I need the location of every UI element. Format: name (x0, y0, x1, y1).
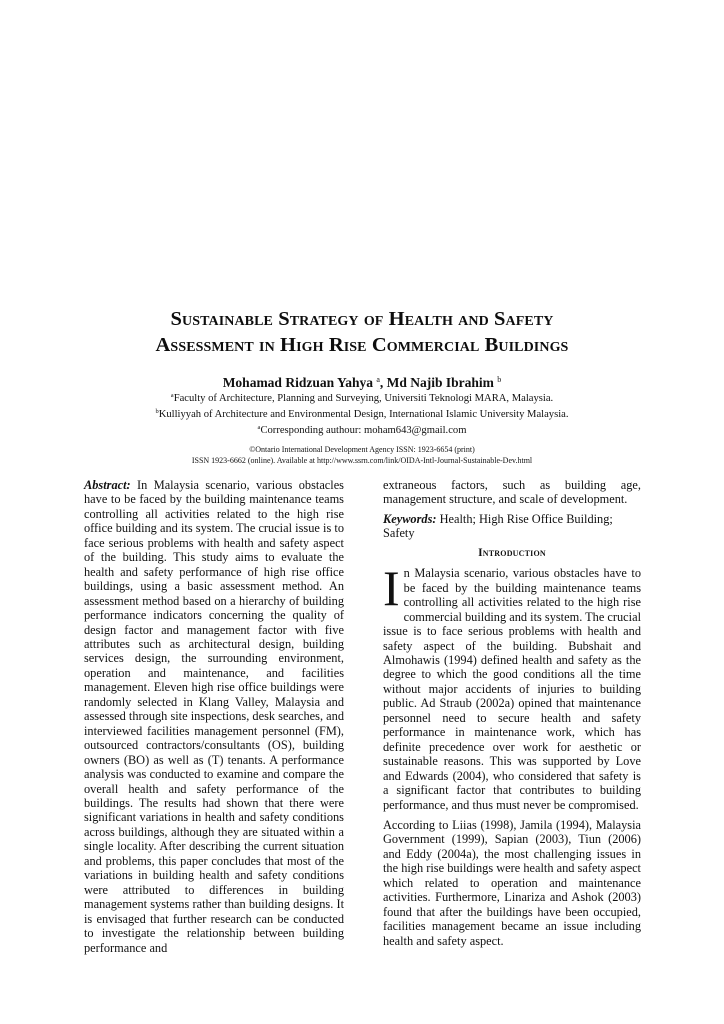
affiliations (0, 389, 724, 437)
keywords (383, 512, 641, 541)
affiliation-item (0, 405, 724, 421)
affiliation-mark: a (170, 392, 174, 399)
publication-info (0, 444, 724, 466)
abstract-label: Abstract: (84, 478, 131, 492)
title-line-1: Sustainable Strategy of Health and Safety (170, 308, 554, 330)
author-affiliation-mark: b (497, 375, 502, 384)
drop-cap: I (383, 560, 400, 617)
publication-line-1: ©Ontario International Development Agency ISSN: 1923-6654 (print) (249, 445, 475, 454)
introduction-paragraph-1-text: n Malaysia scenario, various obstacles have to be faced by the building maintenance teams controlling all activities related to the high rise commercial building and its system. The crucial issue is to face serious problems with health and safety aspect of the building. Bubshait and Almohawis (1994) defined health and safety as the degree to which the good conditions all the time without major accidents of injuries to building public. Ad Straub (2002a) opined that maintenance personnel need to secure health and safety performance in maintenance work, which has definite precedence over work for aesthetic or sustainable reasons. This was supported by Love and Edwards (2004), who considered that safety is a significant factor that contributes to building performance, and thus must never be compromised. (383, 566, 641, 812)
author-name: Mohamad Ridzuan Yahya (222, 375, 373, 390)
author-separator: , (379, 375, 387, 390)
corresponding-author-text: Corresponding authour: moham643@gmail.com (260, 425, 467, 436)
author-name: Md Najib Ibrahim (386, 375, 494, 390)
author-affiliation-mark: a (376, 375, 380, 384)
keywords-label: Keywords: (383, 511, 437, 526)
introduction-paragraph-2: According to Liias (1998), Jamila (1994), Malaysia Government (1999), Sapian (2003), Tiun (2006) and Eddy (2004a), the most challenging issues in the high rise buildings were health and safety aspect which related to operation and maintenance activities. Furthermore, Linariza and Ashok (2003) found that after the buildings have been occupied, facilities management became an issue including health and safety aspect. (383, 817, 641, 948)
affiliation-text: Kulliyyah of Architecture and Environmental Design, International Islamic University Malaysia. (158, 409, 569, 420)
affiliation-text: Faculty of Architecture, Planning and Surveying, Universiti Teknologi MARA, Malaysia. (173, 393, 554, 404)
abstract-text: In Malaysia scenario, various obstacles have to be faced by the building maintenance teams controlling all activities related to the high rise office building and its system. The crucial issue is to face serious problems with health and safety aspect of the building. This study aims to evaluate the health and safety performance of high rise office buildings, using a basic assessment method. An assessment method based on a hierarchy of building performance indicators concerning the quality of design factor and management factor with five attributes such as architectural design, building services design, the surrounding environment, operation and maintenance, and facilities management. Eleven high rise office buildings were randomly selected in Klang Valley, Malaysia and assessed through site inspections, desk searches, and interviewed facilities management personnel (FM), outsourced contractors/consultants (OS), building owners (BO) as well as (T) tenants. A performance analysis was conducted to examine and compare the overall health and safety performance of the buildings. The results had shown that there were significant variations in health and safety conditions across buildings, although they are situated within a single locality. After describing the current situation and problems, this paper concludes that most of the variations in building health and safety conditions were attributed to differences in building management systems rather than building designs. It is envisaged that further research can be conducted to investigate the relationship between building performance and (84, 478, 344, 955)
keywords-text: Health; High Rise Office Building; Safety (383, 511, 613, 541)
publication-line-2: ISSN 1923-6662 (online). Available at http://www.ssrn.com/link/OIDA-Intl-Journal-Sustainable-Dev.html (191, 456, 533, 465)
left-column (84, 478, 344, 955)
introduction-paragraph-1 (383, 560, 641, 812)
corresponding-author (0, 421, 724, 437)
abstract (84, 478, 344, 955)
paper-title (0, 306, 724, 358)
affiliation-item (0, 389, 724, 405)
section-heading-introduction: Introduction (478, 546, 546, 559)
affiliation-mark: b (155, 408, 159, 415)
right-column (383, 478, 641, 948)
title-line-2: Assessment in High Rise Commercial Buildings (155, 334, 569, 356)
affiliation-mark: a (257, 424, 261, 431)
abstract-continuation: extraneous factors, such as building age, management structure, and scale of development. (383, 478, 641, 507)
